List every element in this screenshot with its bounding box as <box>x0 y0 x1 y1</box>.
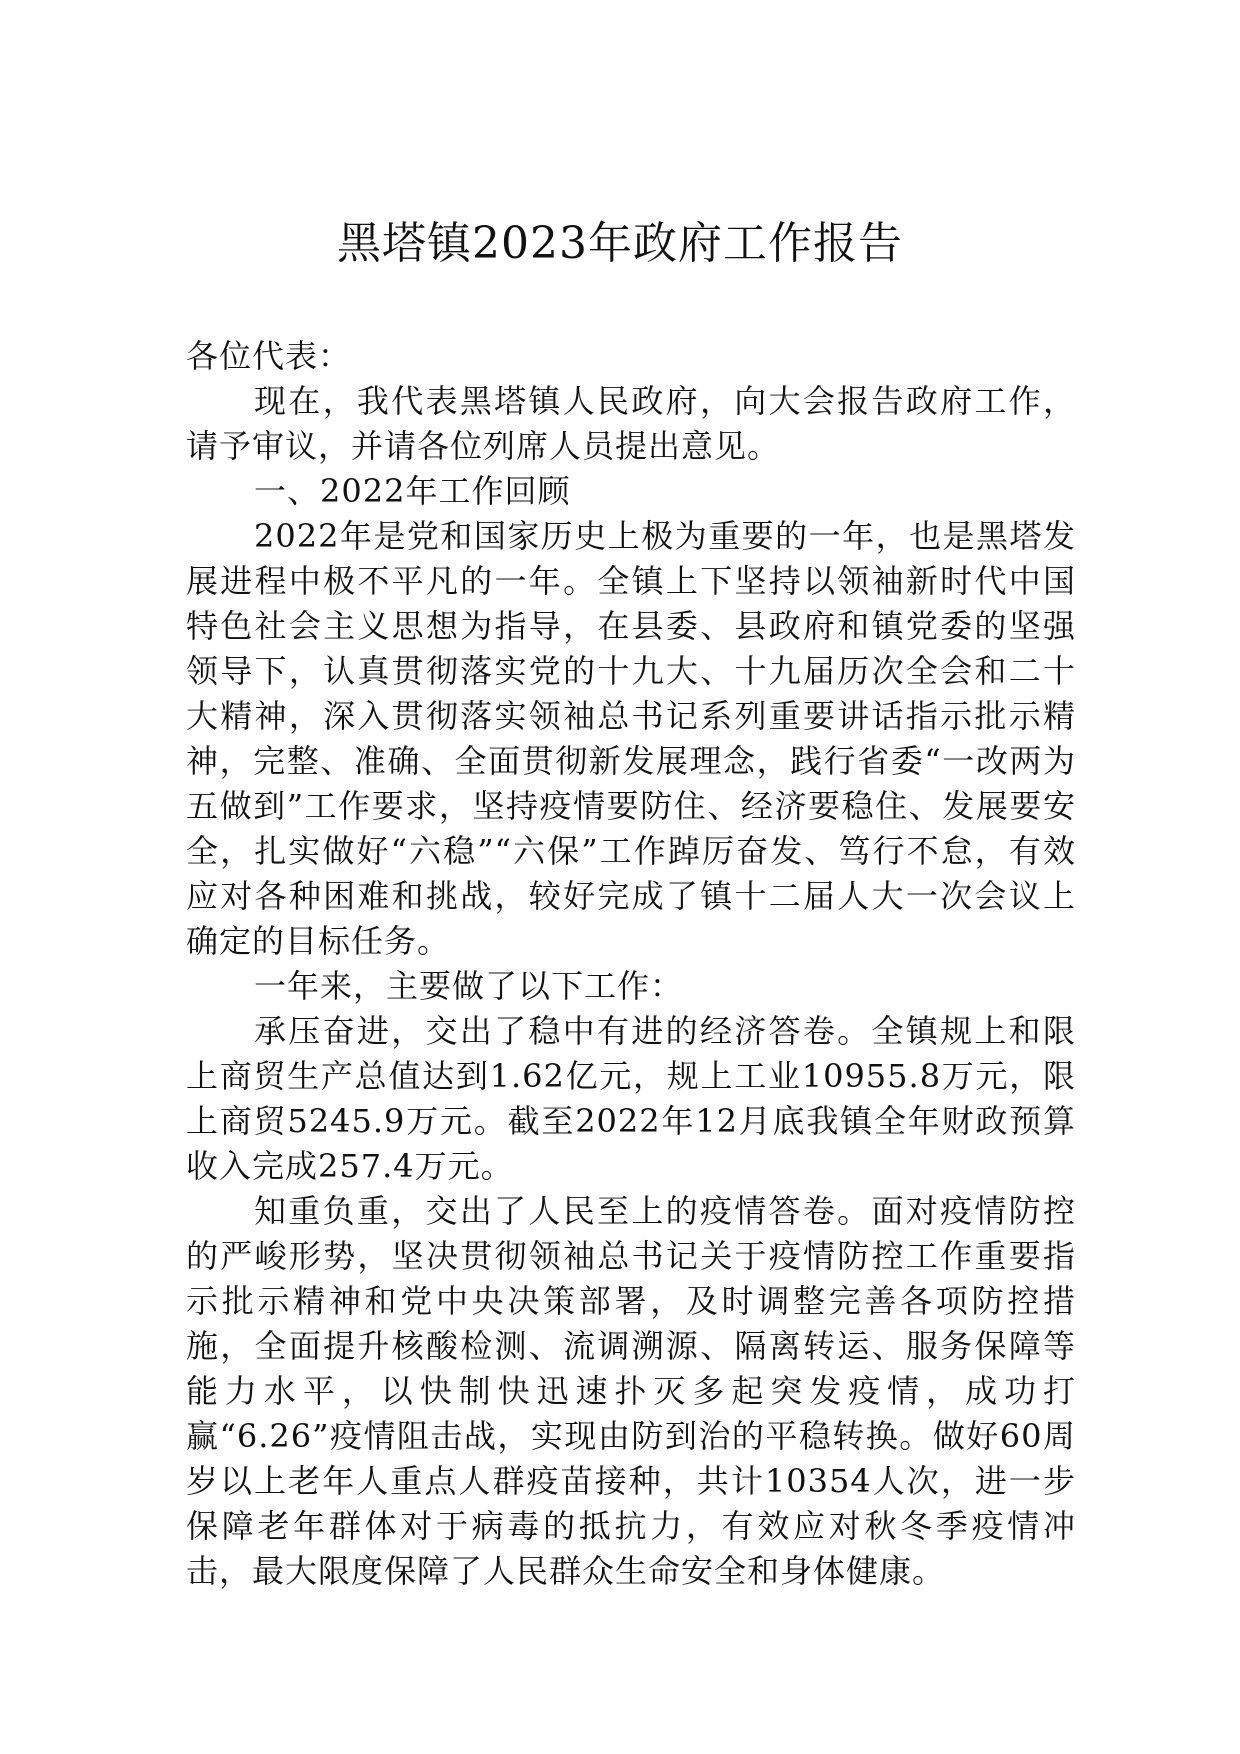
paragraph-work-intro: 一年来，主要做了以下工作： <box>254 967 684 1005</box>
paragraph-opening: 现在，我代表黑塔镇人民政府，向大会报告政府工作，请予审议，并请各位列席人员提出意见。 <box>186 382 1076 465</box>
salutation: 各位代表： <box>186 337 352 375</box>
paragraph-economy: 承压奋进，交出了稳中有进的经济答卷。全镇规上和限上商贸生产总值达到1.62亿元，规上工业10955.8万元，限上商贸5245.9万元。截至2022年12月底我镇全年财政预算收入完成257.4万元。 <box>186 1012 1076 1185</box>
document-title: 黑塔镇2023年政府工作报告 <box>337 218 903 269</box>
paragraph-epidemic: 知重负重，交出了人民至上的疫情答卷。面对疫情防控的严峻形势，坚决贯彻领袖总书记关于疫情防控工作重要指示批示精神和党中央决策部署，及时调整完善各项防控措施，全面提升核酸检测、流调溯源、隔离转运、服务保障等能力水平，以快制快迅速扑灭多起突发疫情，成功打赢“6.26”疫情阻击战，实现由防到治的平稳转换。做好60周岁以上老年人重点人群疫苗接种，共计10354人次，进一步保障老年群体对于病毒的抵抗力，有效应对秋冬季疫情冲击，最大限度保障了人民群众生命安全和身体健康。 <box>186 1192 1076 1590</box>
document-body <box>186 334 1076 1594</box>
paragraph-overview: 2022年是党和国家历史上极为重要的一年，也是黑塔发展进程中极不平凡的一年。全镇上下坚持以领袖新时代中国特色社会主义思想为指导，在县委、县政府和镇党委的坚强领导下，认真贯彻落实党的十九大、十九届历次全会和二十大精神，深入贯彻落实领袖总书记系列重要讲话指示批示精神，完整、准确、全面贯彻新发展理念，践行省委“一改两为五做到”工作要求，坚持疫情要防住、经济要稳住、发展要安全，扎实做好“六稳”“六保”工作踔厉奋发、笃行不怠，有效应对各种困难和挑战，较好完成了镇十二届人大一次会议上确定的目标任务。 <box>186 517 1076 960</box>
section-heading-review: 一、2022年工作回顾 <box>254 472 571 510</box>
